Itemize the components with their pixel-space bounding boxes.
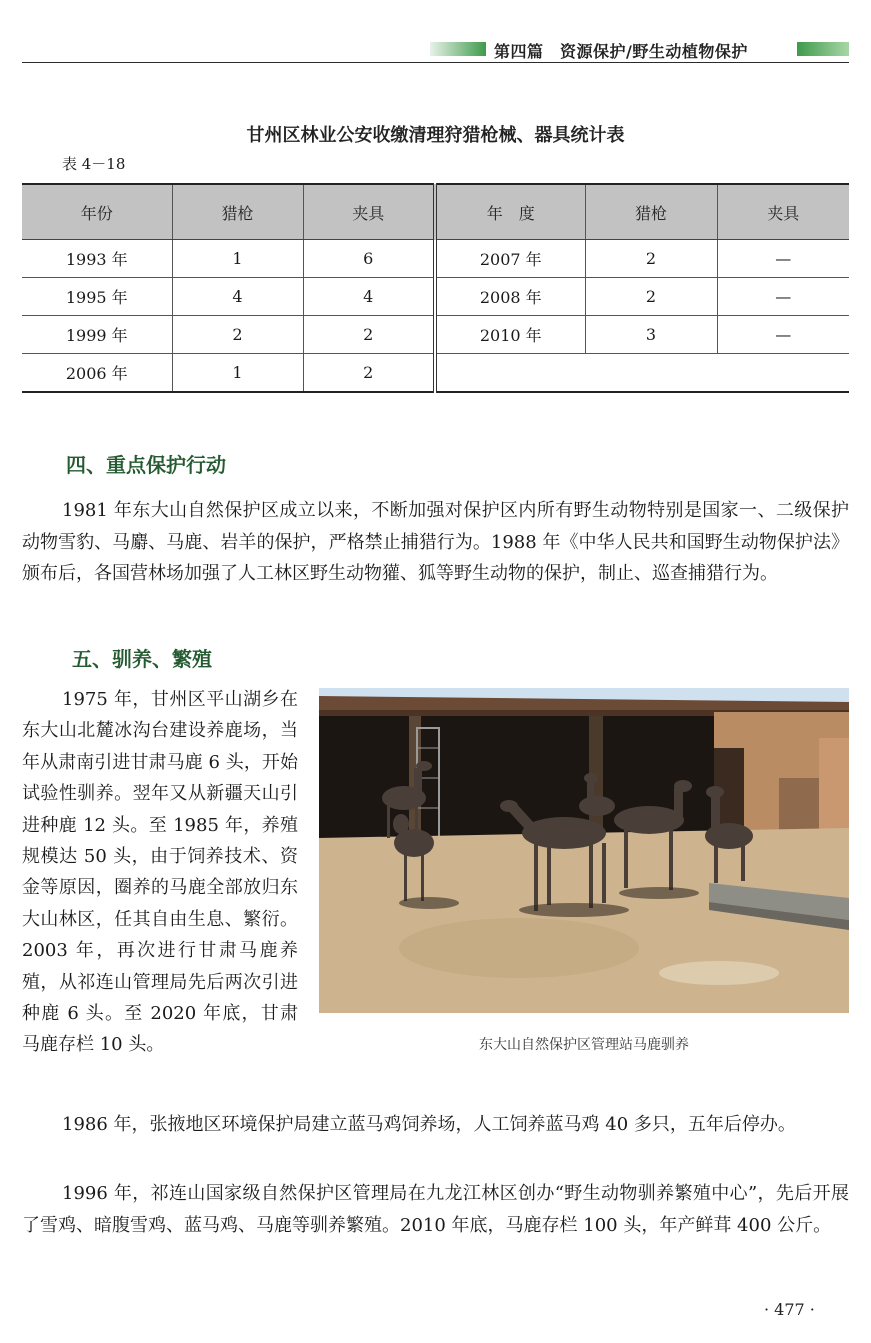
table-title: 甘州区林业公安收缴清理狩猎枪械、器具统计表 bbox=[246, 125, 625, 146]
table-cell: 2010 年 bbox=[435, 316, 585, 354]
deer-enclosure-photo bbox=[319, 688, 849, 1013]
photo-caption: 东大山自然保护区管理站马鹿驯养 bbox=[479, 1037, 689, 1053]
table-cell: 1999 年 bbox=[22, 316, 172, 354]
paragraph-text: 1975 年，甘州区平山湖乡在东大山北麓冰沟台建设养鹿场，当年从肃南引进甘肃马鹿 6 头，开始试验性驯养。翌年又从新疆天山引进种鹿 12 头。至 1985 年，养殖规模达 50 头，由于饲养技术、资金等原因，圈养的马鹿全部放归东大山林区，任其自由生息、繁衍。2003 年，再次进行甘肃马鹿养殖，从祁连山管理局先后两次引进种鹿 6 头。至 2020 年底，甘肃马鹿存栏 10 头。 bbox=[22, 689, 298, 1056]
paragraph-text: 1996 年，祁连山国家级自然保护区管理局在九龙江林区创办“野生动物驯养繁殖中心”，先后开展了雪鸡、暗腹雪鸡、蓝马鸡、马鹿等驯养繁殖。2010 年底，马鹿存栏 100 头，年产鲜茸 400 公斤。 bbox=[22, 1183, 849, 1236]
section-4-paragraph bbox=[22, 495, 849, 590]
table-empty-cell bbox=[435, 354, 849, 393]
header-cell: 年份 bbox=[22, 184, 172, 240]
table-cell: 2 bbox=[585, 278, 717, 316]
statistics-table bbox=[22, 183, 849, 393]
table-cell: 1 bbox=[172, 240, 303, 278]
page-number: · 477 · bbox=[764, 1300, 815, 1319]
paragraph-text: 1986 年，张掖地区环境保护局建立蓝马鸡饲养场，人工饲养蓝马鸡 40 多只，五年后停办。 bbox=[62, 1114, 796, 1135]
section-heading-4: 四、重点保护行动 bbox=[66, 453, 226, 477]
header-cell: 夹具 bbox=[717, 184, 849, 240]
header-title: 第四篇 资源保护/野生动植物保护 bbox=[494, 42, 748, 61]
photo-figure bbox=[319, 688, 849, 1054]
table-cell: 4 bbox=[303, 278, 435, 316]
section-5-paragraph-2 bbox=[22, 1109, 849, 1141]
running-header bbox=[22, 38, 849, 63]
table-cell: 3 bbox=[585, 316, 717, 354]
paragraph-text: 1981 年东大山自然保护区成立以来，不断加强对保护区内所有野生动物特别是国家一、二级保护动物雪豹、马麝、马鹿、岩羊的保护，严格禁止捕猎行为。1988 年《中华人民共和国野生动物保护法》颁布后，各国营林场加强了人工林区野生动物獾、狐等野生动物的保护，制止、巡查捕猎行为。 bbox=[22, 500, 849, 585]
table-cell: 2 bbox=[303, 354, 435, 393]
table-cell: 2 bbox=[172, 316, 303, 354]
table-cell: 6 bbox=[303, 240, 435, 278]
header-green-bar-right bbox=[797, 42, 849, 56]
table-cell: 1993 年 bbox=[22, 240, 172, 278]
table-cell: 2 bbox=[303, 316, 435, 354]
table-cell: 1 bbox=[172, 354, 303, 393]
table-cell: — bbox=[717, 278, 849, 316]
table-cell: 2006 年 bbox=[22, 354, 172, 393]
section-heading-5: 五、驯养、繁殖 bbox=[72, 647, 212, 671]
table-cell: — bbox=[717, 316, 849, 354]
table-cell: 2008 年 bbox=[435, 278, 585, 316]
section-5-paragraph-1 bbox=[22, 684, 298, 1061]
table-cell: — bbox=[717, 240, 849, 278]
table-row bbox=[22, 278, 849, 316]
table-cell: 2007 年 bbox=[435, 240, 585, 278]
header-cell: 猎枪 bbox=[172, 184, 303, 240]
section-5-paragraph-3 bbox=[22, 1178, 849, 1241]
header-cell: 夹具 bbox=[303, 184, 435, 240]
header-cell: 年 度 bbox=[435, 184, 585, 240]
table-row bbox=[22, 316, 849, 354]
table-header-row bbox=[22, 184, 849, 240]
table-row bbox=[22, 354, 849, 393]
header-green-bar-left bbox=[430, 42, 486, 56]
table-cell: 2 bbox=[585, 240, 717, 278]
table-cell: 1995 年 bbox=[22, 278, 172, 316]
header-cell: 猎枪 bbox=[585, 184, 717, 240]
table-number: 表 4－18 bbox=[62, 155, 126, 173]
table-cell: 4 bbox=[172, 278, 303, 316]
table-row bbox=[22, 240, 849, 278]
